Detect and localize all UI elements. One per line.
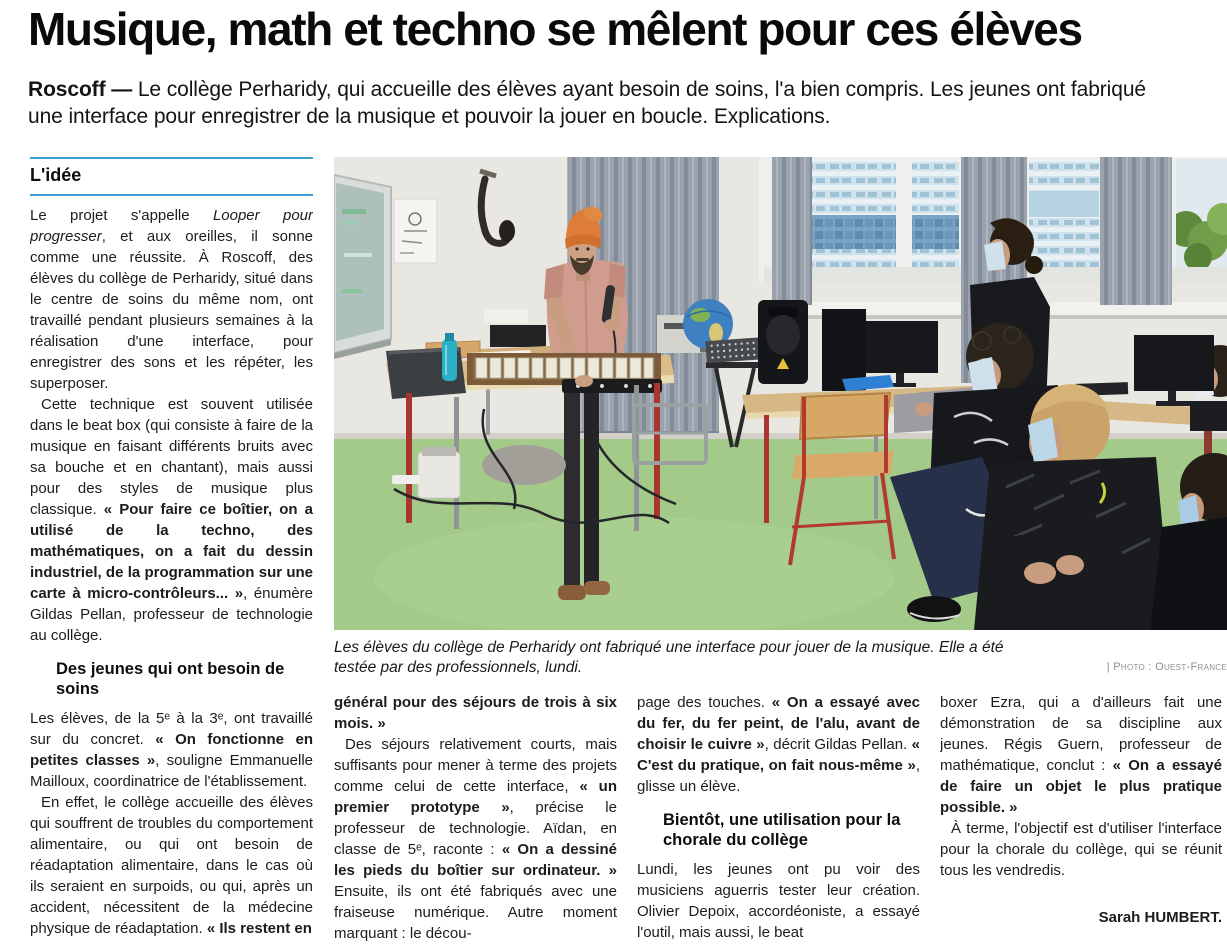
text-run: Lundi, les jeunes ont pu voir des musiciens aguerris tester leur création. Olivier Depoix, accordéoniste, a essayé l'outil, mais aussi, le beat bbox=[637, 861, 920, 941]
text-run: général pour des séjours de trois à six mois. » bbox=[334, 694, 617, 732]
paragraph bbox=[30, 394, 313, 646]
whiteboard bbox=[334, 175, 391, 359]
text-run: « C'est du pratique, on fait nous-même » bbox=[637, 736, 920, 774]
text-run: « On a essayé avec du fer, du fer peint, de l'alu, avant de choisir le cuivre » bbox=[637, 694, 920, 753]
text-run: Les élèves, de la 5ᵉ à la 3ᵉ, ont travaillé sur du concret. bbox=[30, 710, 313, 748]
text-run: « On a dessiné les pieds du boîtier sur ordinateur. » bbox=[334, 841, 617, 879]
paragraph bbox=[30, 205, 313, 394]
text-run: À terme, l'objectif est d'utiliser l'interface pour la chorale du collège, qui se réunit tous les vendredis. bbox=[940, 820, 1222, 879]
column-1-body bbox=[30, 205, 313, 939]
paragraph bbox=[334, 734, 617, 944]
text-run: Ensuite, ils ont été fabriqués avec une fraiseuse numérique. Autre moment marquant : le décou- bbox=[334, 883, 617, 942]
column-1 bbox=[30, 157, 313, 949]
text-run: Looper pour progresser bbox=[30, 207, 313, 245]
text-run: , et aux oreilles, il sonne comme une réussite. À Roscoff, des élèves du collège de Perharidy, situé dans le centre de soins du même nom, ont travaillé pendant plusieurs semaines à la réalisation d'une interface, pour enregistrer des sons et les répéter, les superposer. bbox=[30, 228, 313, 392]
text-run: « Ils restent en bbox=[206, 920, 312, 937]
text-run: Cette technique est souvent utilisée dans le beat box (qui consiste à faire de la musique en faisant différents bruits avec sa bouche et en chantant), mais aussi pour des styles de musique plus classique. bbox=[30, 396, 313, 518]
text-run: « un premier prototype » bbox=[334, 778, 617, 816]
text-run: boxer Ezra, qui a d'ailleurs fait une démonstration de sa discipline aux jeunes. Régis Guern, professeur de mathématique, conclut : bbox=[940, 694, 1222, 774]
text-run: , glisse un élève. bbox=[637, 757, 920, 795]
loudspeaker bbox=[758, 300, 808, 384]
paragraph bbox=[30, 792, 313, 939]
text-run: page des touches. bbox=[637, 694, 772, 711]
article-photo bbox=[334, 157, 1227, 630]
text-run: « Pour faire ce boîtier, on a utilisé de la techno, des mathématiques, on a fait du dessin industriel, de la programmation sur une carte à micro-contrôleurs... » bbox=[30, 501, 313, 602]
column-3 bbox=[637, 692, 920, 949]
paragraph bbox=[30, 708, 313, 792]
text-run: En effet, le collège accueille des élèves qui souffrent de troubles du comportement alimentaire, ou qui ont besoin de réadaptation alimentaire, dans le cas où ils seraient en surpoids, ou qui, après un accident, nécessitent de la médecine physique de réadaptation. bbox=[30, 794, 313, 937]
caption-text: Les élèves du collège de Perharidy ont fabriqué une interface pour jouer de la musique. Elle a été testée par des professionnels, lundi. bbox=[334, 639, 1004, 676]
column-4 bbox=[940, 692, 1222, 949]
byline: Sarah HUMBERT. bbox=[1098, 909, 1222, 926]
wall-poster bbox=[394, 199, 437, 263]
subheading: Des jeunes qui ont besoin de soins bbox=[56, 660, 285, 698]
text-run: , énumère Gildas Pellan, professeur de technologie au collège. bbox=[30, 585, 313, 644]
paragraph bbox=[637, 692, 920, 797]
paragraph bbox=[334, 692, 617, 734]
text-run: Des séjours relativement courts, mais suffisants pour mener à terme des projets comme celui de cette interface, bbox=[334, 736, 617, 795]
text-run: « On a essayé de faire un objet le plus pratique possible. » bbox=[940, 757, 1222, 816]
text-run: , précise le professeur de technologie. Aïdan, en classe de 5ᵉ, raconte : bbox=[334, 799, 617, 858]
text-run: Le projet s'appelle bbox=[30, 207, 213, 224]
paragraph bbox=[637, 859, 920, 943]
text-run: Le collège Perharidy, qui accueille des élèves ayant besoin de soins, l'a bien compris. Les jeunes ont fabriqué une interface pour enregistrer de la musique et pouvoir la jouer en boucle. Explications. bbox=[28, 78, 1146, 129]
photo-caption bbox=[334, 638, 1227, 678]
lede bbox=[28, 76, 1148, 131]
column-2 bbox=[334, 692, 617, 949]
text-run: , souligne Emmanuelle Mailloux, coordinatrice de l'établissement. bbox=[30, 752, 313, 790]
headline: Musique, math et techno se mêlent pour ces élèves bbox=[28, 3, 1082, 55]
text-run: « On fonctionne en petites classes » bbox=[30, 731, 313, 769]
photo-credit: | Photo : Ouest-France bbox=[1106, 661, 1227, 673]
paragraph bbox=[940, 818, 1222, 881]
text-run: Roscoff — bbox=[28, 78, 138, 101]
subheading: Bientôt, une utilisation pour la chorale du collège bbox=[663, 811, 901, 849]
paragraph bbox=[940, 692, 1222, 818]
text-run: , décrit Gildas Pellan. bbox=[764, 736, 912, 753]
section-kicker: L'idée bbox=[30, 157, 313, 196]
